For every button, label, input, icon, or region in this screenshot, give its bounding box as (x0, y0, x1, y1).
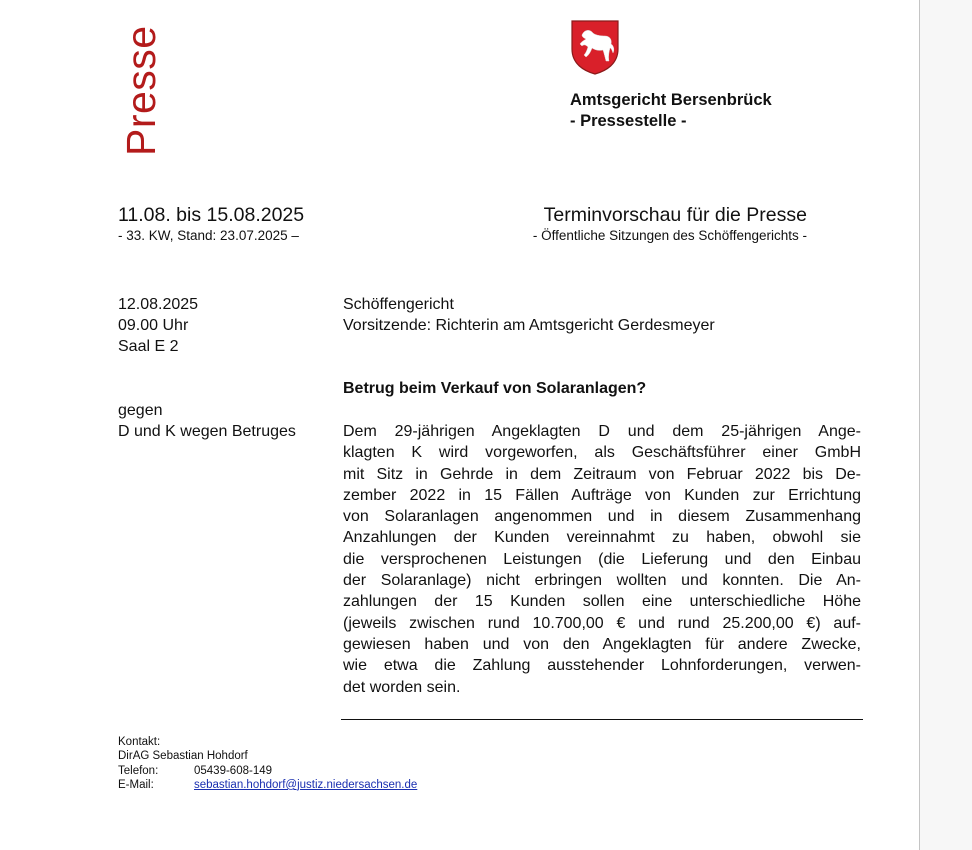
presse-label-text: Presse (118, 25, 164, 156)
description-line: von Solaranlagen angenommen und in diesem Zusammenhang (343, 508, 861, 526)
department-name: - Pressestelle - (570, 112, 687, 130)
section-divider (341, 719, 863, 720)
email-link[interactable]: sebastian.hohdorf@justiz.niedersachsen.de (194, 778, 418, 791)
contact-heading: Kontakt: (118, 736, 161, 748)
hearing-room: Saal E 2 (118, 338, 179, 355)
case-title: Betrug beim Verkauf von Solaranlagen? (343, 380, 647, 397)
description-line: Dem 29-jährigen Angeklagten D und dem 25-jährigen Ange- (343, 423, 861, 440)
organization-header (570, 90, 772, 132)
case-description (343, 421, 861, 698)
contact-phone-row (118, 764, 417, 778)
date-range: 11.08. bis 15.08.2025 (118, 204, 305, 226)
presiding-judge: Vorsitzende: Richterin am Amtsgericht Gerdesmeyer (343, 317, 715, 334)
contact-email-row (118, 778, 417, 792)
court-info (343, 294, 715, 336)
description-line: wie etwa die Zahlung ausstehender Lohnforderungen, verwen- (343, 657, 861, 675)
description-line: die versprochenen Leistungen (die Lieferung und den Einbau (343, 550, 861, 568)
hearing-schedule (118, 294, 198, 357)
defendants-charge: D und K wegen Betruges (118, 423, 296, 440)
against-label: gegen (118, 402, 163, 419)
week-status: - 33. KW, Stand: 23.07.2025 – (118, 228, 299, 243)
description-line: zahlungen der 15 Kunden sollen eine unterschiedliche Höhe (343, 593, 861, 611)
description-line: klagten K wird vorgeworfen, als Geschäftsführer einer GmbH (343, 444, 861, 462)
description-line: zember 2022 in 15 Fällen Aufträge von Kunden zur Errichtung (343, 486, 861, 504)
description-line: gewiesen haben und von den Angeklagten für andere Zwecke, (343, 635, 861, 653)
email-label: E-Mail: (118, 778, 154, 791)
presse-vertical-label (118, 25, 164, 158)
description-line: der Solaranlage) nicht erbringen wollten und konnten. Die An- (343, 572, 861, 590)
contact-name: DirAG Sebastian Hohdorf (118, 750, 248, 763)
description-line: det worden sein. (343, 678, 461, 696)
phone-number: 05439-608-149 (194, 764, 273, 777)
phone-label: Telefon: (118, 764, 159, 777)
hearing-date: 12.08.2025 (118, 296, 199, 313)
lower-saxony-crest-icon (570, 19, 620, 75)
court-name: Schöffengericht (343, 296, 454, 313)
document-subtitle: - Öffentliche Sitzungen des Schöffengerichts - (532, 228, 807, 243)
hearing-time: 09.00 Uhr (118, 317, 189, 334)
description-line: Anzahlungen der Kunden vereinnahmt zu haben, obwohl sie (343, 529, 861, 547)
viewer-background (920, 0, 972, 850)
description-line: (jeweils zwischen rund 10.700,00 € und rund 25.200,00 €) auf- (343, 614, 861, 632)
document-title: Terminvorschau für die Presse (543, 204, 807, 226)
description-line: mit Sitz in Gehrde in dem Zeitraum von Februar 2022 bis De- (343, 465, 861, 483)
organization-name: Amtsgericht Bersenbrück (570, 91, 772, 109)
contact-block (118, 735, 417, 792)
